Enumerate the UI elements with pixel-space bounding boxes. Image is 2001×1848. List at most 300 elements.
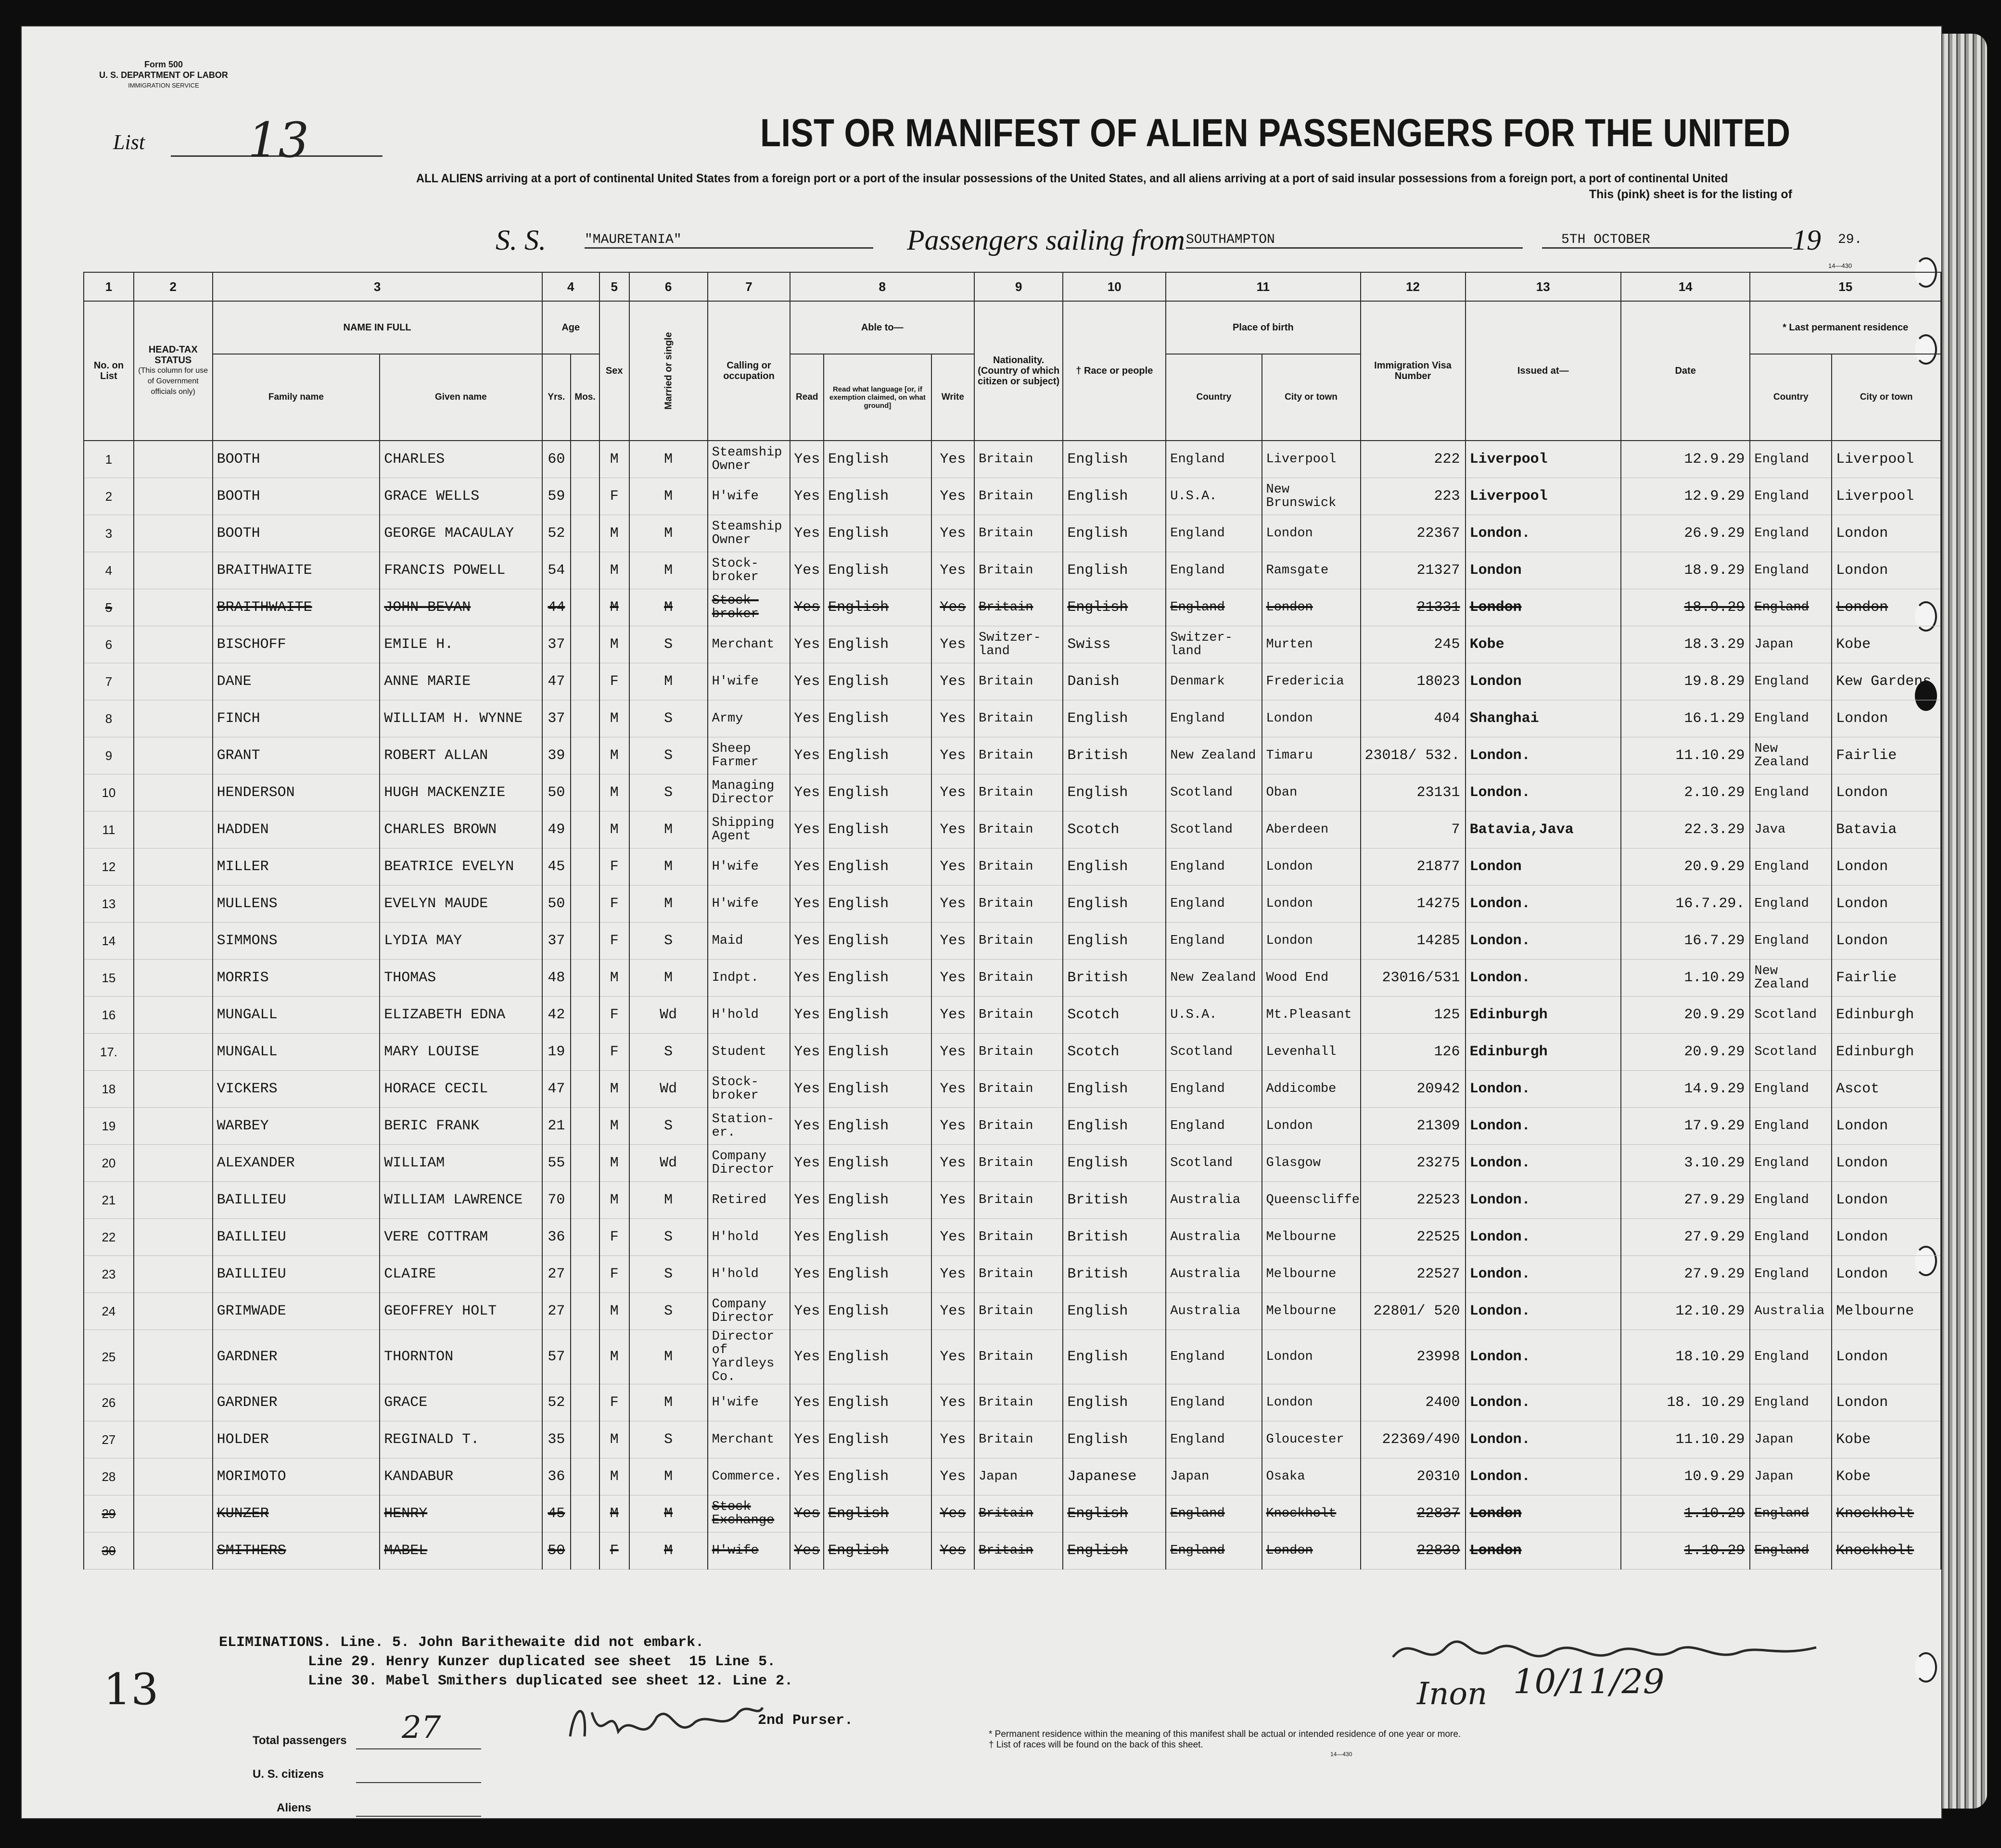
race: British: [1063, 1182, 1166, 1219]
read-language: English: [824, 663, 931, 700]
sex: F: [599, 1384, 629, 1421]
residence-city: Kobe: [1832, 1421, 1941, 1458]
row-number: 26: [84, 1384, 134, 1421]
row-number: 11: [84, 811, 134, 848]
birth-country: England: [1166, 1495, 1262, 1532]
can-write: Yes: [931, 1034, 974, 1071]
head-tax-cell: [134, 923, 213, 960]
residence-city: London: [1832, 515, 1941, 552]
nationality: Britain: [974, 886, 1063, 923]
residence-city: London: [1832, 1182, 1941, 1219]
birth-country: England: [1166, 1071, 1262, 1108]
race: English: [1063, 848, 1166, 886]
sex: M: [599, 1145, 629, 1182]
sex: M: [599, 1330, 629, 1384]
residence-city: London: [1832, 589, 1941, 626]
read-language: English: [824, 1384, 931, 1421]
sex: F: [599, 1034, 629, 1071]
birth-country: New Zealand: [1166, 737, 1262, 774]
residence-country: England: [1750, 1384, 1832, 1421]
race: English: [1063, 923, 1166, 960]
read-language: English: [824, 1071, 931, 1108]
race: English: [1063, 1495, 1166, 1532]
calling: H'wife: [708, 886, 790, 923]
residence-country: Scotland: [1750, 1034, 1832, 1071]
calling: Company Director: [708, 1293, 790, 1330]
residence-country: England: [1750, 552, 1832, 589]
birth-country-header: Country: [1166, 354, 1262, 441]
residence-country: England: [1750, 589, 1832, 626]
sex: F: [599, 923, 629, 960]
read-language: English: [824, 626, 931, 663]
sex-header: Sex: [599, 301, 629, 441]
can-write: Yes: [931, 626, 974, 663]
family-name: GRIMWADE: [213, 1293, 380, 1330]
passenger-row: [84, 1532, 1941, 1570]
row-number: 20: [84, 1145, 134, 1182]
age-years: 47: [542, 663, 571, 700]
can-read: Yes: [790, 737, 824, 774]
hand-date: 10/11/29: [1513, 1662, 1665, 1701]
given-name: MARY LOUISE: [380, 1034, 542, 1071]
head-tax-cell: [134, 515, 213, 552]
head-tax-cell: [134, 1182, 213, 1219]
passenger-row: [84, 737, 1941, 774]
race: English: [1063, 441, 1166, 478]
passenger-row: [84, 1384, 1941, 1421]
marital-status: S: [629, 1108, 708, 1145]
visa-number: 23018/ 532.: [1361, 737, 1466, 774]
birth-city: New Brunswick: [1262, 478, 1361, 515]
family-name: MUNGALL: [213, 1034, 380, 1071]
family-name: SMITHERS: [213, 1532, 380, 1570]
passenger-row: [84, 1182, 1941, 1219]
family-name: GARDNER: [213, 1384, 380, 1421]
age-years: 52: [542, 1384, 571, 1421]
residence-city: Knockholt: [1832, 1532, 1941, 1570]
residence-country: England: [1750, 1256, 1832, 1293]
given-name: LYDIA MAY: [380, 923, 542, 960]
sex: M: [599, 626, 629, 663]
residence-city: London: [1832, 1330, 1941, 1384]
marital-status: M: [629, 1384, 708, 1421]
calling: H'wife: [708, 1532, 790, 1570]
birth-city: London: [1262, 515, 1361, 552]
family-name: BAILLIEU: [213, 1219, 380, 1256]
race: English: [1063, 886, 1166, 923]
column-number-row: [84, 272, 1941, 301]
passenger-row: [84, 811, 1941, 848]
married-header: [629, 301, 708, 441]
sex: F: [599, 1256, 629, 1293]
visa-date: 17.9.29: [1621, 1108, 1750, 1145]
can-write: Yes: [931, 1384, 974, 1421]
birth-city: London: [1262, 589, 1361, 626]
age-months: [571, 923, 599, 960]
visa-date: 18.9.29: [1621, 552, 1750, 589]
marital-status: M: [629, 552, 708, 589]
family-name: BISCHOFF: [213, 626, 380, 663]
residence-city: London: [1832, 1145, 1941, 1182]
footnote-residence: * Permanent residence within the meaning of this manifest shall be actual or intended residence of one year or more.: [989, 1729, 1461, 1739]
passenger-row: [84, 1458, 1941, 1495]
visa-number: 23275: [1361, 1145, 1466, 1182]
birth-country: England: [1166, 700, 1262, 737]
birth-city: Addicombe: [1262, 1071, 1361, 1108]
residence-country: New Zealand: [1750, 737, 1832, 774]
marital-status: S: [629, 1293, 708, 1330]
can-read: Yes: [790, 848, 824, 886]
sex: M: [599, 1495, 629, 1532]
read-language: English: [824, 1108, 931, 1145]
nationality-header: Nationality. (Country of which citizen or subject): [974, 301, 1063, 441]
manifest-rows: [84, 441, 1941, 1570]
birth-city: Timaru: [1262, 737, 1361, 774]
sex: F: [599, 1219, 629, 1256]
race: British: [1063, 737, 1166, 774]
residence-city: Kobe: [1832, 1458, 1941, 1495]
read-language: English: [824, 552, 931, 589]
passenger-row: [84, 1256, 1941, 1293]
row-number: 10: [84, 774, 134, 811]
residence-country: England: [1750, 1182, 1832, 1219]
row-number: 17.: [84, 1034, 134, 1071]
race: English: [1063, 774, 1166, 811]
birth-country: England: [1166, 1384, 1262, 1421]
name-in-full-header: NAME IN FULL: [213, 301, 542, 354]
marital-status: M: [629, 1495, 708, 1532]
given-name: HUGH MACKENZIE: [380, 774, 542, 811]
write-header: Write: [931, 354, 974, 441]
birth-country: Japan: [1166, 1458, 1262, 1495]
birth-country: Scotland: [1166, 774, 1262, 811]
birth-city: Osaka: [1262, 1458, 1361, 1495]
able-to-header: Able to—: [790, 301, 974, 354]
read-header: Read: [790, 354, 824, 441]
row-number: 13: [84, 886, 134, 923]
head-tax-cell: [134, 1256, 213, 1293]
head-tax-cell: [134, 1145, 213, 1182]
row-number: 18: [84, 1071, 134, 1108]
age-months: [571, 1495, 599, 1532]
row-number: 3: [84, 515, 134, 552]
visa-issued-at: London.: [1466, 1330, 1621, 1384]
age-months: [571, 1108, 599, 1145]
residence-city: London: [1832, 700, 1941, 737]
birth-country: England: [1166, 589, 1262, 626]
sex: F: [599, 478, 629, 515]
visa-issued-at: London.: [1466, 1182, 1621, 1219]
visa-issued-at: London.: [1466, 774, 1621, 811]
residence-city: London: [1832, 886, 1941, 923]
visa-issued-at: London: [1466, 552, 1621, 589]
passenger-row: [84, 1034, 1941, 1071]
birth-city: London: [1262, 923, 1361, 960]
year-prefix: 19: [1792, 224, 1821, 256]
can-read: Yes: [790, 1034, 824, 1071]
read-language: English: [824, 886, 931, 923]
visa-number: 21331: [1361, 589, 1466, 626]
family-name: SIMMONS: [213, 923, 380, 960]
head-tax-cell: [134, 1219, 213, 1256]
read-language: English: [824, 1421, 931, 1458]
residence-country-header: Country: [1750, 354, 1832, 441]
visa-date: 12.9.29: [1621, 478, 1750, 515]
read-language: English: [824, 478, 931, 515]
read-language: English: [824, 1532, 931, 1570]
can-write: Yes: [931, 552, 974, 589]
visa-date: 16.7.29.: [1621, 886, 1750, 923]
race: English: [1063, 478, 1166, 515]
sex: M: [599, 1458, 629, 1495]
visa-number: 22525: [1361, 1219, 1466, 1256]
read-language: English: [824, 923, 931, 960]
nationality: Britain: [974, 774, 1063, 811]
row-number: 28: [84, 1458, 134, 1495]
given-name: HORACE CECIL: [380, 1071, 542, 1108]
can-write: Yes: [931, 1421, 974, 1458]
race: English: [1063, 1421, 1166, 1458]
residence-city: London: [1832, 848, 1941, 886]
nationality: Britain: [974, 1384, 1063, 1421]
married-header-label: Married or single: [663, 332, 674, 410]
visa-issued-at: London: [1466, 663, 1621, 700]
can-write: Yes: [931, 1293, 974, 1330]
calling: Stock Exchange: [708, 1495, 790, 1532]
visa-number: 21327: [1361, 552, 1466, 589]
residence-city: London: [1832, 923, 1941, 960]
visa-number: 126: [1361, 1034, 1466, 1071]
birth-country: Denmark: [1166, 663, 1262, 700]
visa-number: 22369/490: [1361, 1421, 1466, 1458]
marital-status: M: [629, 589, 708, 626]
passenger-row: [84, 478, 1941, 515]
birth-country: New Zealand: [1166, 960, 1262, 997]
visa-issued-at: London.: [1466, 1108, 1621, 1145]
birth-city: London: [1262, 1330, 1361, 1384]
sex: M: [599, 774, 629, 811]
visa-date: 1.10.29: [1621, 1495, 1750, 1532]
nationality: Britain: [974, 1532, 1063, 1570]
col-number: 6: [629, 272, 708, 301]
residence-country: England: [1750, 478, 1832, 515]
birth-city: Murten: [1262, 626, 1361, 663]
can-write: Yes: [931, 774, 974, 811]
nationality: Britain: [974, 1293, 1063, 1330]
calling: H'hold: [708, 997, 790, 1034]
family-name: BAILLIEU: [213, 1256, 380, 1293]
calling: Shipping Agent: [708, 811, 790, 848]
read-language: English: [824, 1034, 931, 1071]
can-write: Yes: [931, 1495, 974, 1532]
col-number: 13: [1466, 272, 1621, 301]
birth-city: London: [1262, 1384, 1361, 1421]
read-language: English: [824, 811, 931, 848]
page-stack-edge: [1941, 34, 1987, 1809]
age-months: [571, 997, 599, 1034]
visa-number: 22801/ 520: [1361, 1293, 1466, 1330]
residence-country: England: [1750, 1219, 1832, 1256]
birth-country: England: [1166, 848, 1262, 886]
residence-city: Edinburgh: [1832, 997, 1941, 1034]
passenger-row: [84, 886, 1941, 923]
birth-country: U.S.A.: [1166, 997, 1262, 1034]
given-name: GEORGE MACAULAY: [380, 515, 542, 552]
elimination-line: Line 29. Henry Kunzer duplicated see sheet 15 Line 5.: [308, 1654, 776, 1670]
calling: H'wife: [708, 848, 790, 886]
birth-country: England: [1166, 1421, 1262, 1458]
passenger-row: [84, 552, 1941, 589]
family-name: DANE: [213, 663, 380, 700]
header-row: [84, 301, 1941, 354]
residence-country: Japan: [1750, 1458, 1832, 1495]
residence-country: England: [1750, 1495, 1832, 1532]
age-years: 47: [542, 1071, 571, 1108]
visa-issued-at: London.: [1466, 960, 1621, 997]
birth-city: Glasgow: [1262, 1145, 1361, 1182]
family-name: HADDEN: [213, 811, 380, 848]
marital-status: Wd: [629, 1145, 708, 1182]
visa-number: 20942: [1361, 1071, 1466, 1108]
family-name: BOOTH: [213, 515, 380, 552]
nationality: Britain: [974, 997, 1063, 1034]
visa-date: 18. 10.29: [1621, 1384, 1750, 1421]
birth-country: Scotland: [1166, 811, 1262, 848]
residence-country: England: [1750, 1330, 1832, 1384]
col-number: 2: [134, 272, 213, 301]
can-read: Yes: [790, 1421, 824, 1458]
race: Scotch: [1063, 811, 1166, 848]
row-number: 14: [84, 923, 134, 960]
visa-issued-at: London.: [1466, 515, 1621, 552]
head-tax-cell: [134, 441, 213, 478]
calling: Maid: [708, 923, 790, 960]
mos-header: Mos.: [571, 354, 599, 441]
col-number: 8: [790, 272, 974, 301]
visa-issued-at: Shanghai: [1466, 700, 1621, 737]
row-number: 19: [84, 1108, 134, 1145]
sex: M: [599, 552, 629, 589]
calling: Director of Yardleys Co.: [708, 1330, 790, 1384]
family-name: GARDNER: [213, 1330, 380, 1384]
race: English: [1063, 552, 1166, 589]
read-language: English: [824, 737, 931, 774]
can-read: Yes: [790, 960, 824, 997]
head-tax-cell: [134, 997, 213, 1034]
head-tax-cell: [134, 811, 213, 848]
age-months: [571, 626, 599, 663]
total-passengers-line: [356, 1748, 481, 1749]
visa-issued-at: London.: [1466, 1145, 1621, 1182]
visa-issued-at: London.: [1466, 1421, 1621, 1458]
race: British: [1063, 1219, 1166, 1256]
race: Danish: [1063, 663, 1166, 700]
can-read: Yes: [790, 774, 824, 811]
birth-city: Queenscliffe: [1262, 1182, 1361, 1219]
birth-country: Switzer-land: [1166, 626, 1262, 663]
head-tax-cell: [134, 1458, 213, 1495]
race: English: [1063, 1108, 1166, 1145]
family-name: FINCH: [213, 700, 380, 737]
race: English: [1063, 1532, 1166, 1570]
calling: Merchant: [708, 1421, 790, 1458]
family-name: ALEXANDER: [213, 1145, 380, 1182]
age-years: 50: [542, 886, 571, 923]
visa-number: 22839: [1361, 1532, 1466, 1570]
passenger-row: [84, 1071, 1941, 1108]
visa-date: 20.9.29: [1621, 997, 1750, 1034]
birth-country: England: [1166, 1330, 1262, 1384]
age-months: [571, 1293, 599, 1330]
read-language: English: [824, 1145, 931, 1182]
nationality: Britain: [974, 1495, 1063, 1532]
head-tax-cell: [134, 1071, 213, 1108]
row-number: 23: [84, 1256, 134, 1293]
can-read: Yes: [790, 1330, 824, 1384]
col-number: 3: [213, 272, 542, 301]
row-number: 8: [84, 700, 134, 737]
head-tax-cell: [134, 478, 213, 515]
passenger-row: [84, 923, 1941, 960]
birth-city: Liverpool: [1262, 441, 1361, 478]
sex: F: [599, 997, 629, 1034]
residence-country: Scotland: [1750, 997, 1832, 1034]
ship-name: "MAURETANIA": [585, 232, 873, 249]
visa-number: 23998: [1361, 1330, 1466, 1384]
row-number: 6: [84, 626, 134, 663]
residence-city: London: [1832, 1108, 1941, 1145]
residence-country: England: [1750, 886, 1832, 923]
elimination-line: ELIMINATIONS. Line. 5. John Barithewaite did not embark.: [219, 1634, 704, 1651]
row-number: 22: [84, 1219, 134, 1256]
col-number: 10: [1063, 272, 1166, 301]
age-years: 37: [542, 626, 571, 663]
marital-status: M: [629, 1182, 708, 1219]
visa-number: 404: [1361, 700, 1466, 737]
row-number: 30: [84, 1532, 134, 1570]
age-months: [571, 1458, 599, 1495]
calling: H'hold: [708, 1219, 790, 1256]
nationality: Britain: [974, 1421, 1063, 1458]
residence-country: Java: [1750, 811, 1832, 848]
race: English: [1063, 515, 1166, 552]
visa-date: 12.9.29: [1621, 441, 1750, 478]
row-number: 9: [84, 737, 134, 774]
age-months: [571, 1034, 599, 1071]
age-months: [571, 1330, 599, 1384]
race: Scotch: [1063, 1034, 1166, 1071]
purser-signature: [565, 1683, 767, 1756]
birth-city: London: [1262, 886, 1361, 923]
visa-issued-at: London.: [1466, 923, 1621, 960]
visa-number: 21309: [1361, 1108, 1466, 1145]
calling: Stock-broker: [708, 589, 790, 626]
family-name: MUNGALL: [213, 997, 380, 1034]
age-months: [571, 1182, 599, 1219]
age-years: 39: [542, 737, 571, 774]
visa-number: 22367: [1361, 515, 1466, 552]
marital-status: S: [629, 737, 708, 774]
year-suffix: 29.: [1838, 232, 1862, 247]
sex: F: [599, 663, 629, 700]
visa-issued-at: London.: [1466, 1293, 1621, 1330]
sex: F: [599, 886, 629, 923]
marital-status: M: [629, 478, 708, 515]
passenger-manifest-table: [83, 272, 1941, 1570]
race: Swiss: [1063, 626, 1166, 663]
given-name: KANDABUR: [380, 1458, 542, 1495]
can-read: Yes: [790, 478, 824, 515]
